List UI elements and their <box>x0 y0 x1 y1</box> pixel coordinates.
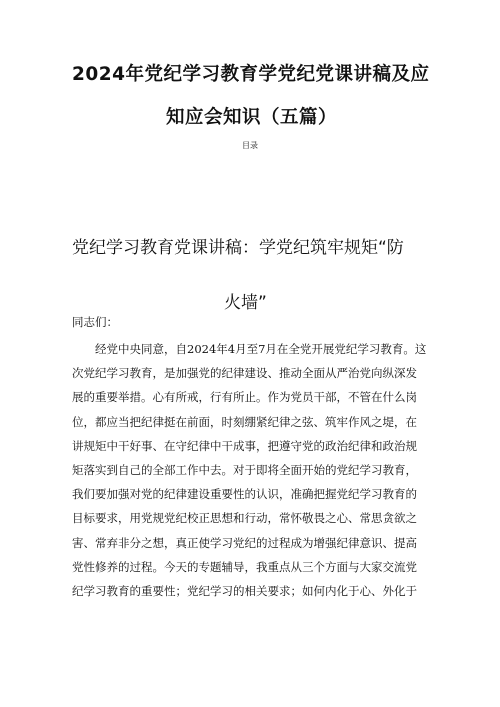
body-line: 讲规矩中干好事、在守纪律中干成事，把遵守党的政治纪律和政治规 <box>72 438 417 453</box>
body-line: 经党中央同意，自2024年4月至7月在全党开展党纪学习教育。这 <box>72 342 427 356</box>
body-line: 害、常弃非分之想，真正使学习党纪的过程成为增强纪律意识、提高 <box>72 535 417 550</box>
body-line: 纪学习教育的重要性；党纪学习的相关要求；如何内化于心、外化于 <box>72 583 417 598</box>
toc-label: 目录 <box>242 141 258 150</box>
body-line: 矩落实到自己的全部工作中去。对于即将全面开始的党纪学习教育， <box>72 462 417 477</box>
document-title-line-2: 知应会知识（五篇） <box>166 107 338 128</box>
salutation: 同志们： <box>72 315 118 329</box>
body-line: 目标要求，用党规党纪校正思想和行动，常怀敬畏之心、常思贪欲之 <box>72 511 417 526</box>
body-paragraph <box>72 337 432 603</box>
section-title-line-1: 党纪学习教育党课讲稿：学党纪筑牢规矩“防 <box>72 238 404 258</box>
body-line: 党性修养的过程。今天的专题辅导，我重点从三个方面与大家交流党 <box>72 559 417 574</box>
body-line: 位，都应当把纪律挺在前面，时刻绷紧纪律之弦、筑牢作风之堤，在 <box>72 414 417 429</box>
body-line: 我们要加强对党的纪律建设重要性的认识，准确把握党纪学习教育的 <box>72 487 417 502</box>
body-line: 次党纪学习教育，是加强党的纪律建设、推动全面从严治党向纵深发 <box>72 366 417 381</box>
document-title-line-1: 2024年党纪学习教育学党纪党课讲稿及应 <box>72 64 430 85</box>
section-title-line-2: 火墙” <box>224 293 267 313</box>
body-line: 展的重要举措。心有所戒，行有所止。作为党员干部，不管在什么岗 <box>72 390 417 405</box>
